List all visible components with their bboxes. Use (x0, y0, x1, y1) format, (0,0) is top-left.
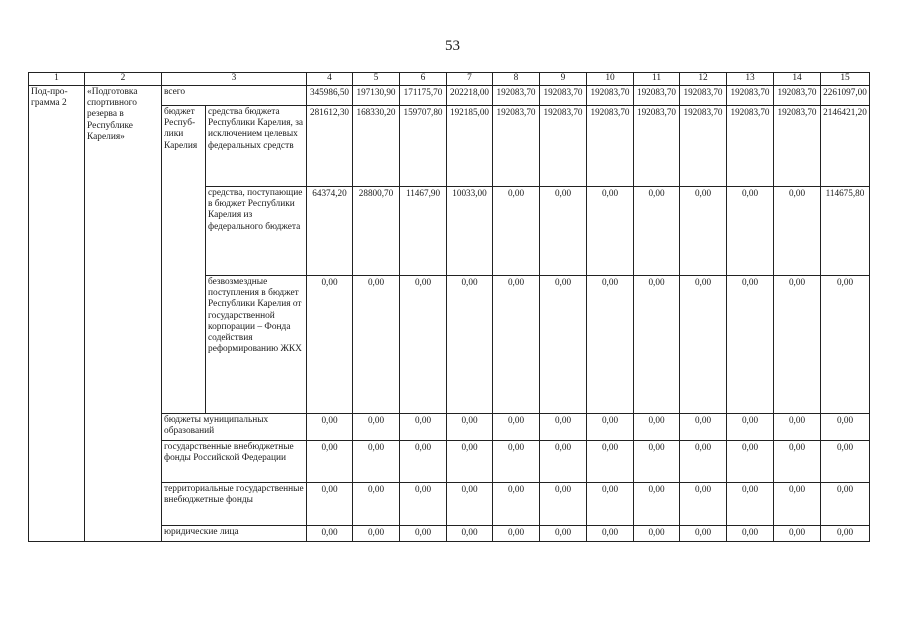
value-cell: 0,00 (774, 414, 821, 441)
value-cell: 0,00 (774, 276, 821, 414)
value-cell: 159707,80 (400, 106, 447, 187)
value-cell: 281612,30 (307, 106, 353, 187)
value-cell: 0,00 (493, 526, 540, 542)
value-cell: 192083,70 (680, 106, 727, 187)
value-cell: 0,00 (353, 441, 400, 483)
value-cell: 0,00 (680, 441, 727, 483)
value-cell: 0,00 (400, 414, 447, 441)
value-cell: 28800,70 (353, 187, 400, 276)
value-cell: 0,00 (447, 414, 493, 441)
value-cell: 0,00 (821, 441, 870, 483)
value-cell: 202218,00 (447, 86, 493, 106)
column-number: 7 (447, 73, 493, 86)
value-cell: 0,00 (727, 526, 774, 542)
table-row (29, 86, 870, 106)
column-number: 5 (353, 73, 400, 86)
value-cell: 192083,70 (587, 86, 634, 106)
value-cell: 192083,70 (493, 86, 540, 106)
value-cell: 171175,70 (400, 86, 447, 106)
value-cell: 0,00 (587, 414, 634, 441)
value-cell: 0,00 (680, 414, 727, 441)
value-cell: 11467,90 (400, 187, 447, 276)
value-cell: 0,00 (307, 526, 353, 542)
value-cell: 192083,70 (540, 86, 587, 106)
value-cell: 0,00 (493, 276, 540, 414)
value-cell: 0,00 (540, 441, 587, 483)
value-cell: 192083,70 (587, 106, 634, 187)
value-cell: 0,00 (447, 483, 493, 526)
value-cell: 0,00 (587, 441, 634, 483)
value-cell: 197130,90 (353, 86, 400, 106)
value-cell: 0,00 (587, 526, 634, 542)
value-cell: 192083,70 (493, 106, 540, 187)
value-cell: 345986,50 (307, 86, 353, 106)
value-cell: 0,00 (680, 187, 727, 276)
value-cell: 0,00 (447, 441, 493, 483)
budget-table (28, 72, 870, 542)
value-cell: 2261097,00 (821, 86, 870, 106)
value-cell: 0,00 (680, 276, 727, 414)
column-number: 3 (162, 73, 307, 86)
column-number: 8 (493, 73, 540, 86)
value-cell: 0,00 (821, 483, 870, 526)
value-cell: 0,00 (821, 414, 870, 441)
value-cell: 0,00 (447, 276, 493, 414)
row-label: безвозмездные поступления в бюджет Республики Карелия от государственной корпорации – Фонда содействия реформированию ЖКХ (206, 276, 307, 414)
value-cell: 0,00 (540, 483, 587, 526)
value-cell: 0,00 (353, 276, 400, 414)
value-cell: 0,00 (587, 483, 634, 526)
row-label: всего (162, 86, 307, 106)
value-cell: 0,00 (493, 414, 540, 441)
value-cell: 192185,00 (447, 106, 493, 187)
value-cell: 0,00 (400, 276, 447, 414)
value-cell: 0,00 (774, 526, 821, 542)
value-cell: 0,00 (634, 276, 680, 414)
value-cell: 0,00 (727, 483, 774, 526)
value-cell: 0,00 (307, 414, 353, 441)
value-cell: 64374,20 (307, 187, 353, 276)
column-number: 12 (680, 73, 727, 86)
value-cell: 0,00 (307, 441, 353, 483)
value-cell: 0,00 (634, 187, 680, 276)
row-label: средства бюджета Республики Карелия, за исключением целевых федеральных средств (206, 106, 307, 187)
row-label: бюджеты муниципальных образований (162, 414, 307, 441)
value-cell: 0,00 (540, 187, 587, 276)
value-cell: 0,00 (353, 414, 400, 441)
row-label: территориальные государственные внебюджетные фонды (162, 483, 307, 526)
value-cell: 0,00 (353, 526, 400, 542)
column-number: 4 (307, 73, 353, 86)
column-number: 2 (85, 73, 162, 86)
value-cell: 0,00 (587, 187, 634, 276)
column-number: 1 (29, 73, 85, 86)
value-cell: 0,00 (634, 441, 680, 483)
program-name: Под-про-грамма 2 (29, 86, 85, 542)
page-number: 53 (445, 38, 460, 54)
value-cell: 0,00 (400, 483, 447, 526)
value-cell: 0,00 (634, 414, 680, 441)
value-cell: 0,00 (821, 276, 870, 414)
value-cell: 0,00 (774, 441, 821, 483)
column-number: 15 (821, 73, 870, 86)
value-cell: 192083,70 (727, 106, 774, 187)
value-cell: 0,00 (540, 526, 587, 542)
column-number: 6 (400, 73, 447, 86)
value-cell: 0,00 (727, 441, 774, 483)
value-cell: 0,00 (634, 526, 680, 542)
value-cell: 0,00 (821, 526, 870, 542)
value-cell: 0,00 (307, 276, 353, 414)
value-cell: 0,00 (727, 187, 774, 276)
value-cell: 0,00 (634, 483, 680, 526)
value-cell: 192083,70 (634, 106, 680, 187)
column-number: 10 (587, 73, 634, 86)
value-cell: 0,00 (680, 483, 727, 526)
value-cell: 192083,70 (727, 86, 774, 106)
column-number: 9 (540, 73, 587, 86)
value-cell: 192083,70 (540, 106, 587, 187)
column-number-row (29, 73, 870, 86)
row-label: средства, поступающие в бюджет Республики Карелия из федерального бюджета (206, 187, 307, 276)
value-cell: 168330,20 (353, 106, 400, 187)
value-cell: 10033,00 (447, 187, 493, 276)
value-cell: 0,00 (540, 276, 587, 414)
event-name: «Подготовка спортивного резерва в Республике Карелия» (85, 86, 162, 542)
row-label: государственные внебюджетные фонды Российской Федерации (162, 441, 307, 483)
value-cell: 192083,70 (774, 86, 821, 106)
value-cell: 0,00 (400, 441, 447, 483)
value-cell: 0,00 (447, 526, 493, 542)
value-cell: 0,00 (493, 483, 540, 526)
value-cell: 192083,70 (680, 86, 727, 106)
value-cell: 0,00 (353, 483, 400, 526)
value-cell: 2146421,20 (821, 106, 870, 187)
value-cell: 0,00 (400, 526, 447, 542)
column-number: 11 (634, 73, 680, 86)
value-cell: 192083,70 (774, 106, 821, 187)
budget-rk-label: бюджет Респуб-лики Карелия (162, 106, 206, 414)
value-cell: 0,00 (727, 414, 774, 441)
value-cell: 0,00 (540, 414, 587, 441)
value-cell: 114675,80 (821, 187, 870, 276)
column-number: 13 (727, 73, 774, 86)
value-cell: 0,00 (307, 483, 353, 526)
value-cell: 0,00 (493, 187, 540, 276)
value-cell: 0,00 (680, 526, 727, 542)
value-cell: 0,00 (774, 187, 821, 276)
row-label: юридические лица (162, 526, 307, 542)
value-cell: 0,00 (493, 441, 540, 483)
value-cell: 0,00 (727, 276, 774, 414)
value-cell: 0,00 (587, 276, 634, 414)
column-number: 14 (774, 73, 821, 86)
value-cell: 0,00 (774, 483, 821, 526)
value-cell: 192083,70 (634, 86, 680, 106)
